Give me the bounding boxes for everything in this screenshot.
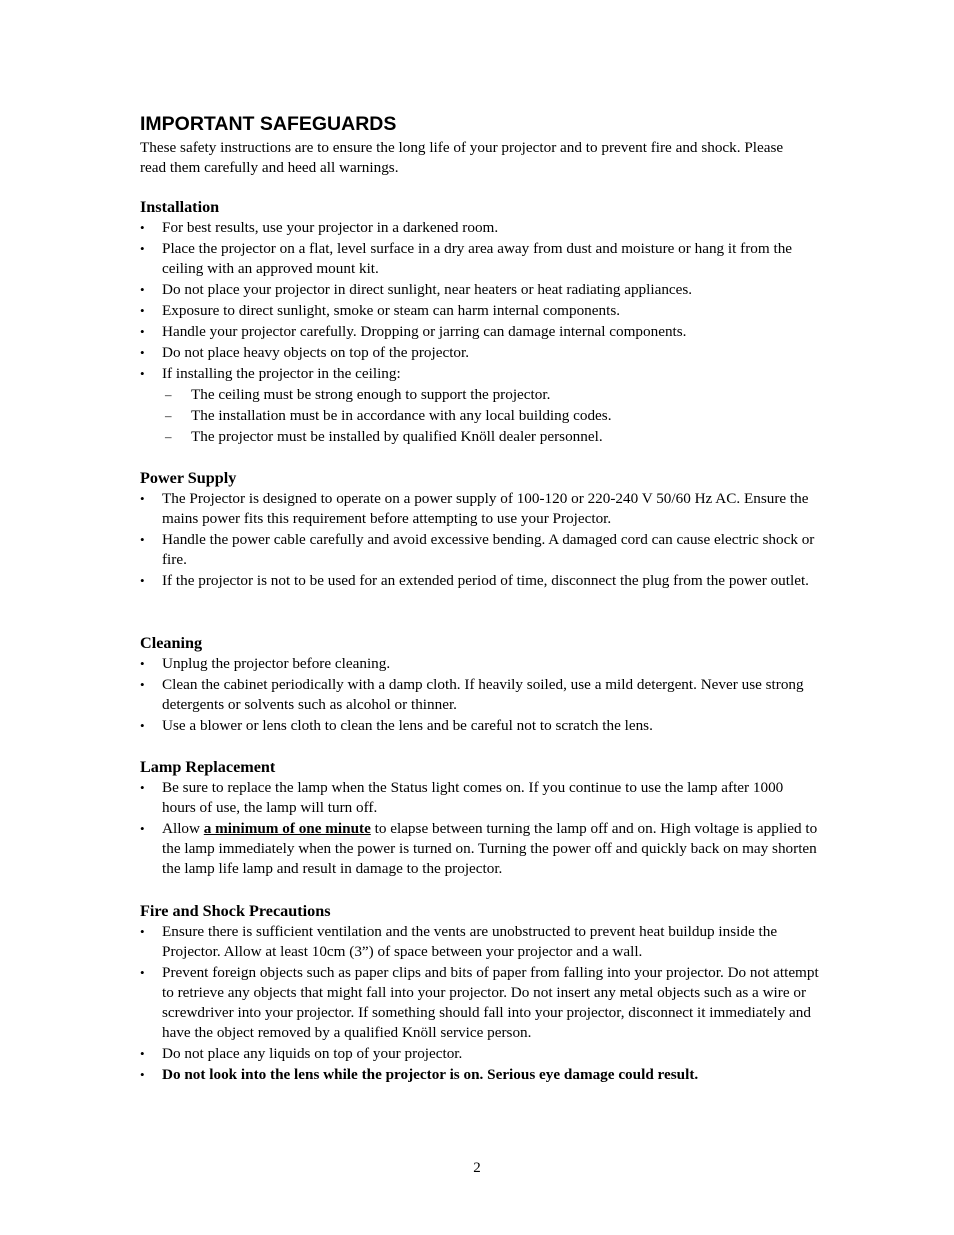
list-item: • Do not place your projector in direct sunlight, near heaters or heat radiating appliances. xyxy=(140,281,693,298)
intro-paragraph: These safety instructions are to ensure the long life of your projector and to prevent fire and shock. Please read them carefully and heed all warnings. xyxy=(140,139,784,176)
bullet-icon: • xyxy=(140,532,145,547)
bullet-icon: • xyxy=(140,303,145,318)
bullet-icon: • xyxy=(140,821,145,836)
bullet-list xyxy=(140,778,820,879)
bullet-list xyxy=(140,489,820,591)
section-power-supply xyxy=(140,468,820,592)
list-item: • Allow a minimum of one minute to elapse between turning the lamp off and on. High voltage is applied to the lamp immediately when the power is turned on. Turning the power off and quickly back on may shorten the lamp life lamp and result in damage to the projector. xyxy=(140,820,818,877)
bullet-icon: • xyxy=(140,780,145,795)
list-item: • Handle the power cable carefully and avoid excessive bending. A damaged cord can cause electric shock or fire. xyxy=(140,531,815,568)
bullet-icon: • xyxy=(140,220,145,235)
sub-list xyxy=(140,385,820,447)
bullet-icon: • xyxy=(140,1046,145,1061)
bullet-icon: • xyxy=(140,366,145,381)
dash-icon: – xyxy=(165,408,172,423)
list-item: • Clean the cabinet periodically with a damp cloth. If heavily soiled, use a mild detergent. Never use strong detergents or solvents such as alcohol or thinner. xyxy=(140,676,804,713)
bullet-icon: • xyxy=(140,718,145,733)
warning-text: Do not look into the lens while the projector is on. Serious eye damage could result. xyxy=(162,1066,699,1083)
list-item: • Use a blower or lens cloth to clean the lens and be careful not to scratch the lens. xyxy=(140,717,653,734)
emphasis-text: a minimum of one minute xyxy=(203,820,371,837)
section-heading: Fire and Shock Precautions xyxy=(140,902,331,920)
section-cleaning xyxy=(140,633,820,737)
bullet-icon: • xyxy=(140,677,145,692)
bullet-icon: • xyxy=(140,656,145,671)
list-item-warning xyxy=(140,1065,820,1085)
bullet-icon: • xyxy=(140,924,145,939)
list-item: • For best results, use your projector in a darkened room. xyxy=(140,219,499,236)
bullet-icon: • xyxy=(140,1067,145,1082)
section-heading: Power Supply xyxy=(140,469,237,487)
list-item: • Do not place any liquids on top of your projector. xyxy=(140,1045,463,1062)
sub-list-item: – The projector must be installed by qualified Knöll dealer personnel. xyxy=(165,428,603,445)
list-item: • The Projector is designed to operate on a power supply of 100-120 or 220-240 V 50/60 Hz AC. Ensure the mains power fits this requirement before attempting to use your Projector. xyxy=(140,490,809,527)
section-heading: Lamp Replacement xyxy=(140,758,276,776)
bullet-icon: • xyxy=(140,241,145,256)
list-item: • Handle your projector carefully. Dropping or jarring can damage internal components. xyxy=(140,323,687,340)
page-number: 2 xyxy=(473,1160,481,1176)
bullet-icon: • xyxy=(140,324,145,339)
bullet-list xyxy=(140,922,820,1085)
list-item: • Ensure there is sufficient ventilation and the vents are unobstructed to prevent heat buildup inside the Projector. Allow at least 10cm (3”) of space between your projector and a wall. xyxy=(140,923,778,960)
list-item: • Do not place heavy objects on top of the projector. xyxy=(140,344,470,361)
bullet-list xyxy=(140,654,820,736)
page-title: IMPORTANT SAFEGUARDS xyxy=(140,113,397,135)
list-item: • If installing the projector in the ceiling: xyxy=(140,365,401,382)
list-item: • If the projector is not to be used for an extended period of time, disconnect the plug from the power outlet. xyxy=(140,572,809,589)
section-heading: Cleaning xyxy=(140,634,203,652)
bullet-icon: • xyxy=(140,491,145,506)
list-item: • Unplug the projector before cleaning. xyxy=(140,655,391,672)
bullet-icon: • xyxy=(140,282,145,297)
list-item: • Place the projector on a flat, level surface in a dry area away from dust and moisture or hang it from the ceiling with an approved mount kit. xyxy=(140,240,793,277)
list-item: • Exposure to direct sunlight, smoke or steam can harm internal components. xyxy=(140,302,621,319)
section-fire-shock xyxy=(140,901,820,1086)
section-heading: Installation xyxy=(140,198,220,216)
list-item: • Be sure to replace the lamp when the Status light comes on. If you continue to use the lamp after 1000 hours of use, the lamp will turn off. xyxy=(140,779,784,816)
dash-icon: – xyxy=(165,387,172,402)
bullet-icon: • xyxy=(140,965,145,980)
section-installation xyxy=(140,197,820,448)
bullet-icon: • xyxy=(140,573,145,588)
section-lamp-replacement xyxy=(140,757,820,880)
sub-list-item: – The installation must be in accordance with any local building codes. xyxy=(165,407,612,424)
dash-icon: – xyxy=(165,429,172,444)
bullet-icon: • xyxy=(140,345,145,360)
list-item: • Prevent foreign objects such as paper clips and bits of paper from falling into your projector. Do not attempt to retrieve any objects that might fall into your projector. Do not insert any metal objects such as a wire or screwdriver into your projector. If something should fall into your projector, disconnect it immediately and have the object removed by a qualified Knöll service person. xyxy=(140,964,819,1041)
bullet-list xyxy=(140,218,820,384)
sub-list-item: – The ceiling must be strong enough to support the projector. xyxy=(165,386,551,403)
